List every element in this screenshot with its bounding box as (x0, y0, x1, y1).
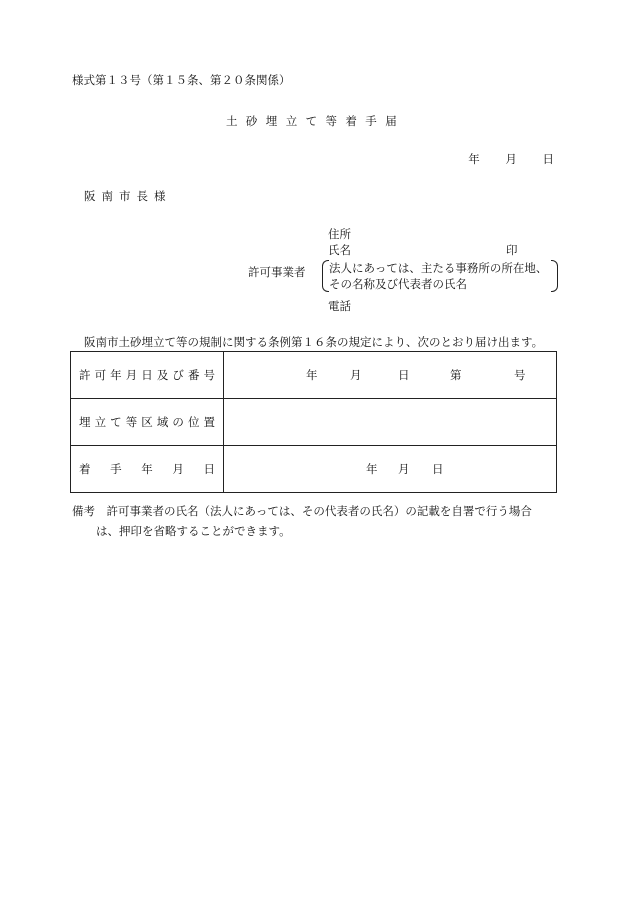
corporate-note-line1: 法人にあっては、主たる事務所の所在地、 (329, 261, 548, 275)
remarks (72, 501, 532, 541)
intro-statement: 阪南市土砂埋立て等の規制に関する条例第１６条の規定により、次のとおり届け出ます。 (84, 335, 544, 349)
addressee: 阪南市長様 (84, 189, 172, 203)
notification-table (70, 351, 557, 493)
corporate-note-line2: その名称及び代表者の氏名 (329, 277, 467, 291)
date-day-label: 日 (542, 152, 554, 166)
date-year-label: 年 (468, 152, 480, 166)
date-month-label: 月 (505, 152, 517, 166)
permit-go-label: 号 (514, 368, 526, 382)
start-date-cell[interactable] (224, 446, 557, 493)
bracket-right (551, 260, 558, 292)
permit-date-number-cell[interactable] (224, 352, 557, 399)
bracket-left (322, 260, 329, 292)
seal-mark: 印 (506, 243, 518, 257)
permit-date-number-header (71, 352, 224, 399)
remarks-line2: は、押印を省略することができます。 (96, 524, 291, 538)
applicant-label: 許可事業者 (248, 265, 306, 279)
area-location-cell[interactable] (224, 399, 557, 446)
start-date-header (71, 446, 224, 493)
phone-field[interactable]: 電話 (328, 299, 351, 313)
start-day-label: 日 (432, 462, 444, 476)
header-text: 許 可 年 月 日 及 び 番 号 (79, 368, 215, 382)
start-month-label: 月 (398, 462, 410, 476)
header-text: 着 手 年 月 日 (79, 462, 215, 476)
area-location-header (71, 399, 224, 446)
name-field[interactable]: 氏名 (328, 243, 351, 257)
remarks-line1: 備考 許可事業者の氏名（法人にあっては、その代表者の氏名）の記載を自署で行う場合 (72, 504, 532, 518)
header-text: 埋 立 て 等 区 域 の 位 置 (79, 415, 215, 429)
table-row (71, 399, 557, 446)
table-row (71, 352, 557, 399)
address-field[interactable]: 住所 (328, 227, 351, 241)
applicant-block (248, 226, 568, 316)
permit-dai-label: 第 (450, 368, 462, 382)
permit-year-label: 年 (306, 368, 318, 382)
table-row (71, 446, 557, 493)
page-title: 土砂埋立て等着手届 (226, 114, 406, 128)
permit-month-label: 月 (350, 368, 362, 382)
form-number: 様式第１３号（第１５条、第２０条関係） (72, 73, 291, 87)
submission-date (446, 151, 554, 167)
permit-day-label: 日 (398, 368, 410, 382)
start-year-label: 年 (366, 462, 378, 476)
